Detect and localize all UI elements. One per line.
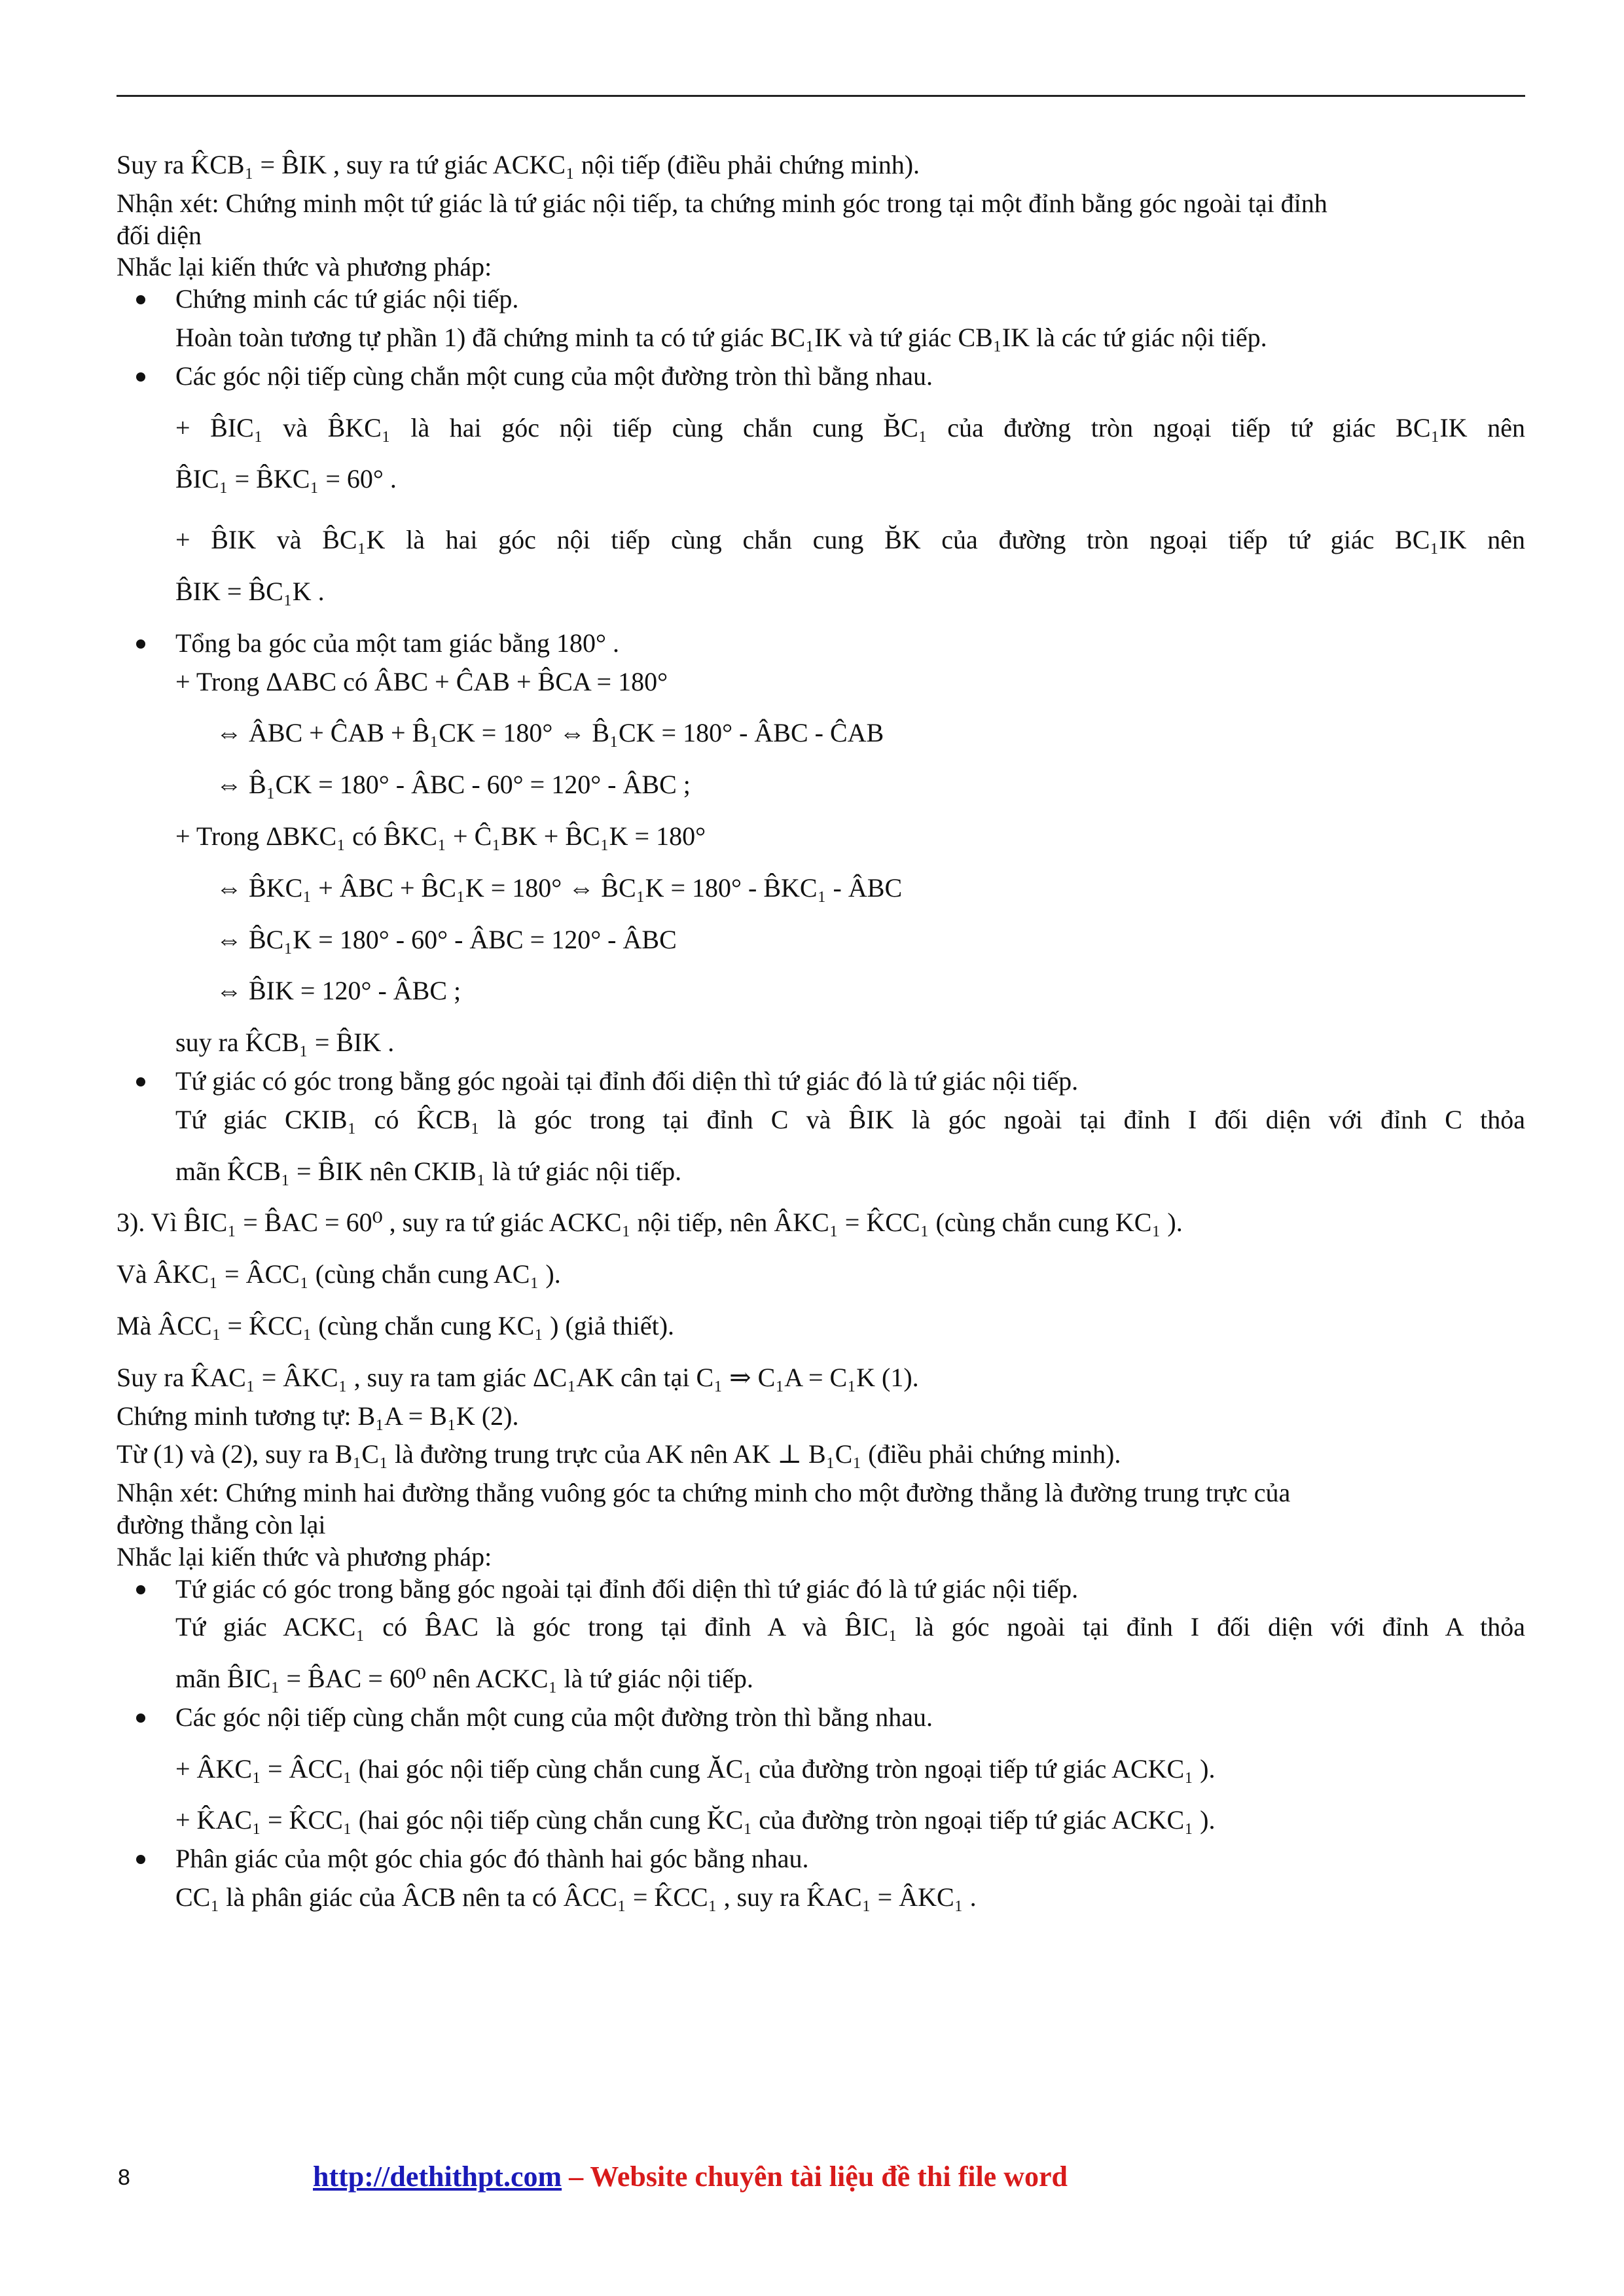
header-rule	[117, 95, 1525, 97]
text-line: Các góc nội tiếp cùng chắn một cung của một đường tròn thì bằng nhau.	[175, 1702, 933, 1732]
bullet-item	[117, 283, 1525, 315]
text-line: Tứ giác có góc trong bằng góc ngoài tại đỉnh đối diện thì tứ giác đó là tứ giác nội tiếp.	[175, 1066, 1079, 1096]
text-line: Suy ra K̂CB₁ = B̂IK , suy ra tứ giác ACKC₁ nội tiếp (điều phải chứng minh).	[117, 150, 920, 179]
text-line: + B̂IC₁ và B̂KC₁ là hai góc nội tiếp cùng chắn cung B̆C₁ của đường tròn ngoại tiếp tứ giác BC₁IK nên	[175, 412, 1525, 442]
text-line: Các góc nội tiếp cùng chắn một cung của một đường tròn thì bằng nhau.	[175, 361, 933, 391]
text-line: đối diện	[117, 220, 202, 250]
text-line: + K̂AC₁ = K̂CC₁ (hai góc nội tiếp cùng chắn cung K̆C₁ của đường tròn ngoại tiếp tứ giác ACKC₁ ).	[175, 1805, 1216, 1835]
text-line: Mà ÂCC₁ = K̂CC₁ (cùng chắn cung KC₁ ) (giả thiết).	[117, 1310, 675, 1340]
page-footer	[117, 2160, 1525, 2199]
text-line: ⇔ ÂBC + ĈAB + B̂₁CK = 180° ⇔ B̂₁CK = 180° - ÂBC - ĈAB	[216, 718, 884, 748]
text-line: B̂IK = B̂C₁K .	[175, 576, 325, 606]
bullet-item	[117, 1702, 1525, 1734]
text-line: ⇔ B̂C₁K = 180° - 60° - ÂBC = 120° - ÂBC	[216, 924, 677, 954]
bullet-icon	[136, 372, 145, 382]
text-line: + B̂IK và B̂C₁K là hai góc nội tiếp cùng chắn cung B̆K của đường tròn ngoại tiếp tứ giác BC₁IK nên	[175, 525, 1525, 555]
page-content	[117, 149, 1525, 1914]
text-line: ⇔ B̂IK = 120° - ÂBC ;	[216, 976, 461, 1006]
text-line: Và ÂKC₁ = ÂCC₁ (cùng chắn cung AC₁ ).	[117, 1259, 561, 1289]
text-line: + ÂKC₁ = ÂCC₁ (hai góc nội tiếp cùng chắn cung ĂC₁ của đường tròn ngoại tiếp tứ giác ACKC₁ ).	[175, 1753, 1216, 1784]
text-line: Nhắc lại kiến thức và phương pháp:	[117, 1541, 492, 1571]
text-line: Nhận xét: Chứng minh hai đường thẳng vuông góc ta chứng minh cho một đường thẳng là đường trung trực của	[117, 1478, 1291, 1508]
text-line: Tổng ba góc của một tam giác bằng 180° .	[175, 628, 620, 658]
text-line: + Trong ΔBKC₁ có B̂KC₁ + Ĉ₁BK + B̂C₁K = 180°	[175, 821, 706, 851]
bullet-icon	[136, 1855, 145, 1864]
bullet-item	[117, 628, 1525, 660]
bullet-icon	[136, 295, 145, 304]
bullet-item	[117, 1573, 1525, 1605]
text-line: đường thẳng còn lại	[117, 1509, 326, 1539]
website-tagline: – Website chuyên tài liệu đề thi file word	[562, 2161, 1068, 2193]
bullet-icon	[136, 1585, 145, 1594]
text-line: CC₁ là phân giác của ÂCB nên ta có ÂCC₁ = K̂CC₁ , suy ra K̂AC₁ = ÂKC₁ .	[175, 1882, 977, 1912]
text-line: Chứng minh tương tự: B₁A = B₁K (2).	[117, 1401, 519, 1431]
website-link[interactable]: http://dethithpt.com	[313, 2161, 562, 2193]
bullet-icon	[136, 639, 145, 649]
text-line: Nhận xét: Chứng minh một tứ giác là tứ giác nội tiếp, ta chứng minh góc trong tại một đỉnh bằng góc ngoài tại đỉnh	[117, 188, 1327, 218]
text-line: Tứ giác có góc trong bằng góc ngoài tại đỉnh đối diện thì tứ giác đó là tứ giác nội tiếp.	[175, 1573, 1079, 1604]
text-line: mãn B̂IC₁ = B̂AC = 60⁰ nên ACKC₁ là tứ giác nội tiếp.	[175, 1664, 753, 1694]
website-banner	[313, 2160, 1068, 2193]
text-line: ⇔ B̂KC₁ + ÂBC + B̂C₁K = 180° ⇔ B̂C₁K = 180° - B̂KC₁ - ÂBC	[216, 872, 903, 903]
bullet-icon	[136, 1077, 145, 1086]
text-line: Từ (1) và (2), suy ra B₁C₁ là đường trung trực của AK nên AK ⊥ B₁C₁ (điều phải chứng minh).	[117, 1439, 1121, 1469]
bullet-icon	[136, 1713, 145, 1723]
text-line: Phân giác của một góc chia góc đó thành hai góc bằng nhau.	[175, 1844, 809, 1874]
text-line: B̂IC₁ = B̂KC₁ = 60° .	[175, 464, 397, 494]
bullet-item	[117, 1066, 1525, 1098]
text-line: Tứ giác ACKC₁ có B̂AC là góc trong tại đỉnh A và B̂IC₁ là góc ngoài tại đỉnh I đối diện với đỉnh A thỏa	[175, 1612, 1525, 1642]
text-line: + Trong ΔABC có ÂBC + ĈAB + B̂CA = 180°	[175, 666, 668, 696]
text-line: Suy ra K̂AC₁ = ÂKC₁ , suy ra tam giác ΔC₁AK cân tại C₁ ⇒ C₁A = C₁K (1).	[117, 1362, 919, 1392]
bullet-item	[117, 1843, 1525, 1875]
text-line: Chứng minh các tứ giác nội tiếp.	[175, 284, 519, 314]
text-line: ⇔ B̂₁CK = 180° - ÂBC - 60° = 120° - ÂBC ;	[216, 770, 691, 800]
text-line: suy ra K̂CB₁ = B̂IK .	[175, 1028, 395, 1058]
text-line: Hoàn toàn tương tự phần 1) đã chứng minh ta có tứ giác BC₁IK và tứ giác CB₁IK là các tứ giác nội tiếp.	[175, 322, 1267, 352]
page-number: 8	[118, 2165, 130, 2190]
text-line: Nhắc lại kiến thức và phương pháp:	[117, 252, 492, 282]
text-line: Tứ giác CKIB₁ có K̂CB₁ là góc trong tại đỉnh C và B̂IK là góc ngoài tại đỉnh I đối diện với đỉnh C thỏa	[175, 1104, 1525, 1134]
text-line: 3). Vì B̂IC₁ = B̂AC = 60⁰ , suy ra tứ giác ACKC₁ nội tiếp, nên ÂKC₁ = K̂CC₁ (cùng chắn cung KC₁ ).	[117, 1208, 1183, 1238]
text-line: mãn K̂CB₁ = B̂IK nên CKIB₁ là tứ giác nội tiếp.	[175, 1156, 682, 1186]
bullet-item	[117, 361, 1525, 393]
